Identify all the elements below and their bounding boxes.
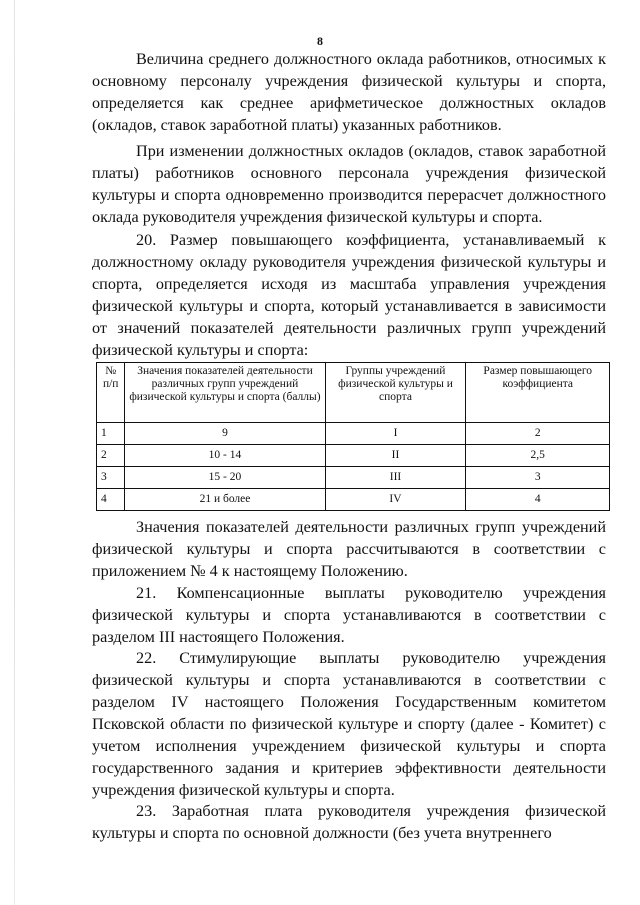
paragraph-text: 22. Стимулирующие выплаты руководителю учреждения физической культуры и спорта устанавливаются в соответствии с разделом IV настоящего Положения Государственным комитетом Псковской области по физической культуре и спорту (далее - Комитет) с учетом исполнения учреждением физической культуры и спорта государственного задания и критериев эффективности деятельности учреждения физической культуры и спорта. [92, 649, 606, 799]
cell-num: 4 [97, 489, 125, 511]
paragraph-indicator-values [92, 516, 606, 582]
cell-num: 1 [97, 423, 125, 445]
paragraph-text: Величина среднего должностного оклада работников, относимых к основному персоналу учреждения физической культуры и спорта, определяется как среднее арифметическое должностных окладов (окладов, ставок заработной платы) указанных работников. [92, 50, 606, 134]
cell-size: 2,5 [466, 445, 610, 467]
table-row [97, 423, 610, 445]
scan-edge-line [14, 0, 15, 905]
paragraph-text: При изменении должностных окладов (окладов, ставок заработной платы) работников основного персонала учреждения физической культуры и спорта одновременно производится перерасчет должностного оклада руководителя учреждения физической культуры и спорта. [92, 142, 606, 226]
paragraph-22-incentive [92, 647, 606, 801]
table-row [97, 445, 610, 467]
table-header-row [97, 363, 610, 423]
cell-values: 15 - 20 [125, 467, 325, 489]
cell-num: 2 [97, 445, 125, 467]
cell-values: 9 [125, 423, 325, 445]
table-row [97, 467, 610, 489]
table-row [97, 489, 610, 511]
cell-size: 3 [466, 467, 610, 489]
cell-group: II [325, 445, 466, 467]
paragraph-text: 23. Заработная плата руководителя учреждения физической культуры и спорта по основной должности (без учета внутреннего [92, 802, 606, 842]
paragraph-text: Значения показателей деятельности различных групп учреждений физической культуры и спорта рассчитываются в соответствии с приложением № 4 к настоящему Положению. [92, 518, 606, 580]
cell-group: III [325, 467, 466, 489]
cell-num: 3 [97, 467, 125, 489]
coefficient-table [96, 362, 610, 511]
cell-group: I [325, 423, 466, 445]
paragraph-salary-recalculation [92, 140, 606, 228]
cell-values: 10 - 14 [125, 445, 325, 467]
cell-size: 2 [466, 423, 610, 445]
paragraph-21-compensation [92, 582, 606, 648]
cell-size: 4 [466, 489, 610, 511]
header-size: Размер повышающего коэффициента [466, 363, 610, 423]
paragraph-23-salary [92, 800, 606, 844]
cell-values: 21 и более [125, 489, 325, 511]
paragraph-text: 21. Компенсационные выплаты руководителю учреждения физической культуры и спорта устанавливаются в соответствии с разделом III настоящего Положения. [92, 584, 606, 646]
paragraph-text: 20. Размер повышающего коэффициента, устанавливаемый к должностному окладу руководителя учреждения физической культуры и спорта, определяется исходя из масштаба управления учреждения физической культуры и спорта, который устанавливается в зависимости от значений показателей деятельности различных групп учреждений физической культуры и спорта: [92, 231, 606, 359]
paragraph-20-coefficient [92, 229, 606, 361]
cell-group: IV [325, 489, 466, 511]
page-number: 8 [317, 34, 323, 48]
paragraph-average-salary [92, 48, 606, 136]
header-groups: Группы учреждений физической культуры и спорта [325, 363, 466, 423]
header-values: Значения показателей деятельности различных групп учреждений физической культуры и спорта (баллы) [125, 363, 325, 423]
header-num: № п/п [97, 363, 125, 423]
